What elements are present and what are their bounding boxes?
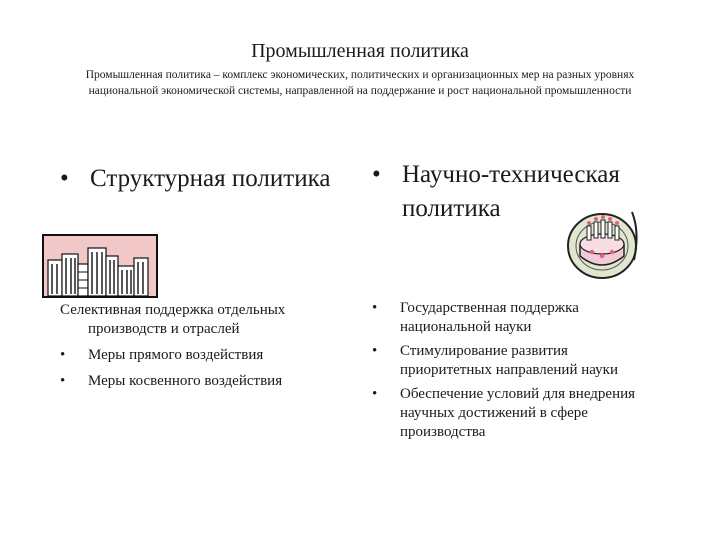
left-heading-text: Структурная политика (90, 165, 331, 192)
left-intro-line1: Селективная поддержка отдельных (60, 302, 286, 318)
list-item-text: Меры прямого воздействия (88, 347, 264, 363)
bullet-icon: • (60, 373, 66, 389)
left-heading (60, 162, 360, 196)
bullet-icon: • (372, 386, 378, 402)
left-intro-line2: производств и отраслей (88, 321, 240, 337)
list-item (60, 372, 360, 391)
list-item-text: Обеспечение условий для внедрения научных достижений в сфере производства (400, 386, 636, 440)
bullet-icon: • (372, 300, 378, 316)
bullet-icon: • (372, 161, 381, 188)
city-buildings-icon (42, 234, 158, 298)
list-item (372, 299, 662, 337)
left-list (60, 301, 360, 391)
page-subtitle: Промышленная политика – комплекс экономических, политических и организационных мер на разных уровнях национальной экономической системы, направленной на поддержание и рост национальной промышленности (85, 69, 635, 97)
right-heading-text: Научно-техническая политика (402, 161, 620, 222)
left-column (60, 162, 360, 196)
list-item-text: Государственная поддержка национальной науки (400, 300, 579, 335)
bullet-icon: • (60, 165, 69, 192)
left-intro (60, 301, 360, 339)
right-list (372, 299, 662, 442)
page-title: Промышленная политика (251, 40, 469, 62)
list-item-text: Стимулирование развития приоритетных направлений науки (400, 343, 618, 378)
bullet-icon: • (60, 347, 66, 363)
bullet-icon: • (372, 343, 378, 359)
list-item (372, 342, 662, 380)
list-item (60, 346, 360, 365)
cake-icon (562, 202, 646, 282)
list-item-text: Меры косвенного воздействия (88, 373, 283, 389)
list-item (372, 385, 662, 442)
